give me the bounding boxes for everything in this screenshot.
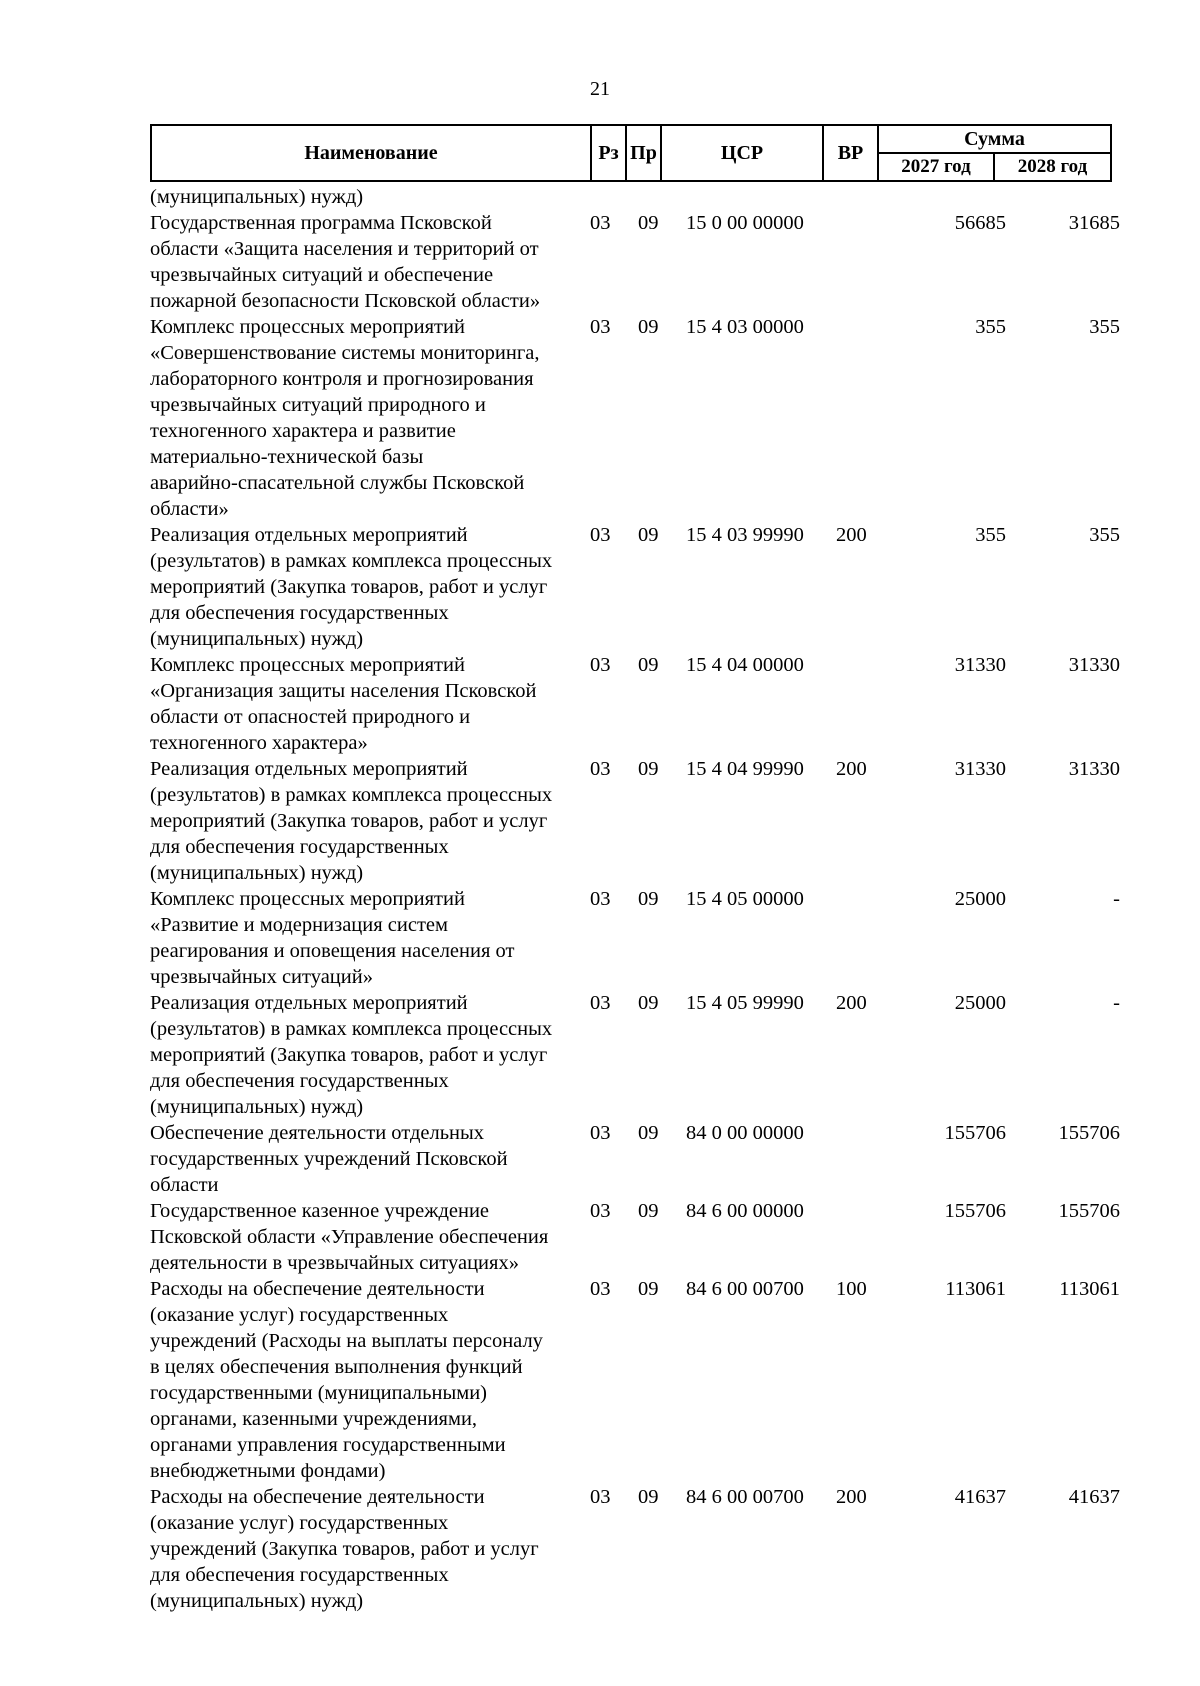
table-row [150, 184, 1120, 210]
row-vr: 200 [836, 524, 867, 546]
row-sum-2028: - [1113, 888, 1120, 910]
row-vr [836, 1120, 892, 1198]
row-vr: 200 [836, 1486, 867, 1508]
row-rz: 03 [590, 1278, 611, 1300]
header-name: Наименование [152, 126, 592, 180]
row-sum-2028: 31330 [1068, 654, 1120, 676]
table-row [150, 1484, 1120, 1614]
row-name: Комплекс процессных мероприятий «Совершенствование системы мониторинга, лабораторного контроля и прогнозирования чрезвычайных ситуаций природного и техногенного характера и развитие материально-технической базы аварийно-спасательной службы Псковской области» [150, 316, 540, 520]
header-sum: Сумма [879, 126, 1110, 154]
row-pr: 09 [638, 992, 659, 1014]
row-rz [590, 184, 638, 210]
row-pr: 09 [638, 888, 659, 910]
header-pr: Пр [627, 126, 662, 180]
row-csr [686, 184, 836, 210]
row-csr: 84 6 00 00700 [686, 1486, 804, 1508]
row-sum-2027: 113061 [945, 1278, 1006, 1300]
row-vr [836, 184, 892, 210]
row-csr: 15 0 00 00000 [686, 212, 804, 234]
row-rz: 03 [590, 316, 611, 338]
row-sum-2028: 41637 [1068, 1486, 1120, 1508]
table-row [150, 210, 1120, 314]
table-body [150, 184, 1120, 1614]
row-name: Реализация отдельных мероприятий (результатов) в рамках комплекса процессных мероприятий (Закупка товаров, работ и услуг для обеспечения государственных (муниципальных) нужд) [150, 524, 553, 650]
row-name: Расходы на обеспечение деятельности (оказание услуг) государственных учреждений (Расходы на выплаты персоналу в целях обеспечения выполнения функций государственными (муниципальными) органами, казенными учреждениями, органами управления государственными внебюджетными фондами) [150, 1278, 543, 1482]
row-sum-2027: 41637 [954, 1486, 1006, 1508]
row-csr: 15 4 05 99990 [686, 992, 804, 1014]
row-vr [836, 1198, 892, 1276]
row-vr: 200 [836, 992, 867, 1014]
row-csr: 15 4 03 00000 [686, 316, 804, 338]
table-row [150, 652, 1120, 756]
row-csr: 84 6 00 00700 [686, 1278, 804, 1300]
row-vr [836, 886, 892, 990]
row-rz: 03 [590, 1200, 611, 1222]
table-row [150, 314, 1120, 522]
row-name: Государственное казенное учреждение Псковской области «Управление обеспечения деятельности в чрезвычайных ситуациях» [150, 1200, 549, 1274]
row-name: Обеспечение деятельности отдельных государственных учреждений Псковской области [150, 1122, 508, 1196]
row-pr: 09 [638, 1278, 659, 1300]
row-csr: 15 4 05 00000 [686, 888, 804, 910]
row-vr [836, 314, 892, 522]
row-sum-2028: 113061 [1059, 1278, 1120, 1300]
row-pr [638, 184, 686, 210]
row-name: Реализация отдельных мероприятий (результатов) в рамках комплекса процессных мероприятий (Закупка товаров, работ и услуг для обеспечения государственных (муниципальных) нужд) [150, 992, 553, 1118]
header-vr: ВР [824, 126, 879, 180]
row-rz: 03 [590, 888, 611, 910]
row-sum-2027 [892, 184, 1006, 210]
page-number: 21 [590, 78, 610, 100]
row-rz: 03 [590, 1486, 611, 1508]
row-sum-2028: 31330 [1068, 758, 1120, 780]
row-name: Реализация отдельных мероприятий (результатов) в рамках комплекса процессных мероприятий (Закупка товаров, работ и услуг для обеспечения государственных (муниципальных) нужд) [150, 758, 553, 884]
header-year-2027: 2027 год [879, 154, 995, 180]
row-sum-2028 [1006, 184, 1120, 210]
table-row [150, 756, 1120, 886]
row-name: Комплекс процессных мероприятий «Развитие и модернизация систем реагирования и оповещения населения от чрезвычайных ситуаций» [150, 888, 515, 988]
header-sum-group [879, 126, 1110, 180]
row-vr: 100 [836, 1278, 867, 1300]
table-row [150, 522, 1120, 652]
row-vr: 200 [836, 758, 867, 780]
row-csr: 15 4 04 99990 [686, 758, 804, 780]
table-row [150, 1120, 1120, 1198]
row-pr: 09 [638, 1486, 659, 1508]
row-pr: 09 [638, 654, 659, 676]
row-vr [836, 210, 892, 314]
row-sum-2027: 56685 [954, 212, 1006, 234]
table-row [150, 886, 1120, 990]
header-year-2028: 2028 год [1017, 156, 1088, 177]
row-pr: 09 [638, 212, 659, 234]
row-name: Государственная программа Псковской области «Защита населения и территорий от чрезвычайных ситуаций и обеспечение пожарной безопасности Псковской области» [150, 212, 541, 312]
row-csr: 15 4 04 00000 [686, 654, 804, 676]
row-sum-2027: 25000 [954, 888, 1006, 910]
row-sum-2027: 155706 [944, 1122, 1006, 1144]
row-rz: 03 [590, 992, 611, 1014]
row-rz: 03 [590, 1122, 611, 1144]
row-sum-2028: - [1113, 992, 1120, 1014]
row-sum-2027: 155706 [944, 1200, 1006, 1222]
row-csr: 84 0 00 00000 [686, 1122, 804, 1144]
row-rz: 03 [590, 212, 611, 234]
row-pr: 09 [638, 524, 659, 546]
header-csr: ЦСР [662, 126, 824, 180]
row-rz: 03 [590, 654, 611, 676]
header-rz: Рз [592, 126, 627, 180]
row-sum-2027: 25000 [954, 992, 1006, 1014]
row-rz: 03 [590, 758, 611, 780]
row-rz: 03 [590, 524, 611, 546]
table-header [150, 124, 1112, 182]
row-sum-2028: 155706 [1058, 1122, 1120, 1144]
row-sum-2027: 355 [975, 316, 1006, 338]
row-sum-2028: 355 [1089, 524, 1120, 546]
row-sum-2027: 31330 [954, 758, 1006, 780]
row-pr: 09 [638, 1200, 659, 1222]
row-sum-2028: 31685 [1068, 212, 1120, 234]
row-sum-2028: 355 [1089, 316, 1120, 338]
row-pr: 09 [638, 1122, 659, 1144]
row-sum-2027: 31330 [954, 654, 1006, 676]
table-row [150, 1198, 1120, 1276]
row-pr: 09 [638, 758, 659, 780]
row-csr: 15 4 03 99990 [686, 524, 804, 546]
row-name: (муниципальных) нужд) [150, 186, 364, 208]
row-name: Расходы на обеспечение деятельности (оказание услуг) государственных учреждений (Закупка товаров, работ и услуг для обеспечения государственных (муниципальных) нужд) [150, 1486, 539, 1612]
row-pr: 09 [638, 316, 659, 338]
row-name: Комплекс процессных мероприятий «Организация защиты населения Псковской области от опасностей природного и техногенного характера» [150, 654, 537, 754]
table-row [150, 1276, 1120, 1484]
row-sum-2027: 355 [975, 524, 1006, 546]
row-sum-2028: 155706 [1058, 1200, 1120, 1222]
row-vr [836, 652, 892, 756]
table-row [150, 990, 1120, 1120]
row-csr: 84 6 00 00000 [686, 1200, 804, 1222]
